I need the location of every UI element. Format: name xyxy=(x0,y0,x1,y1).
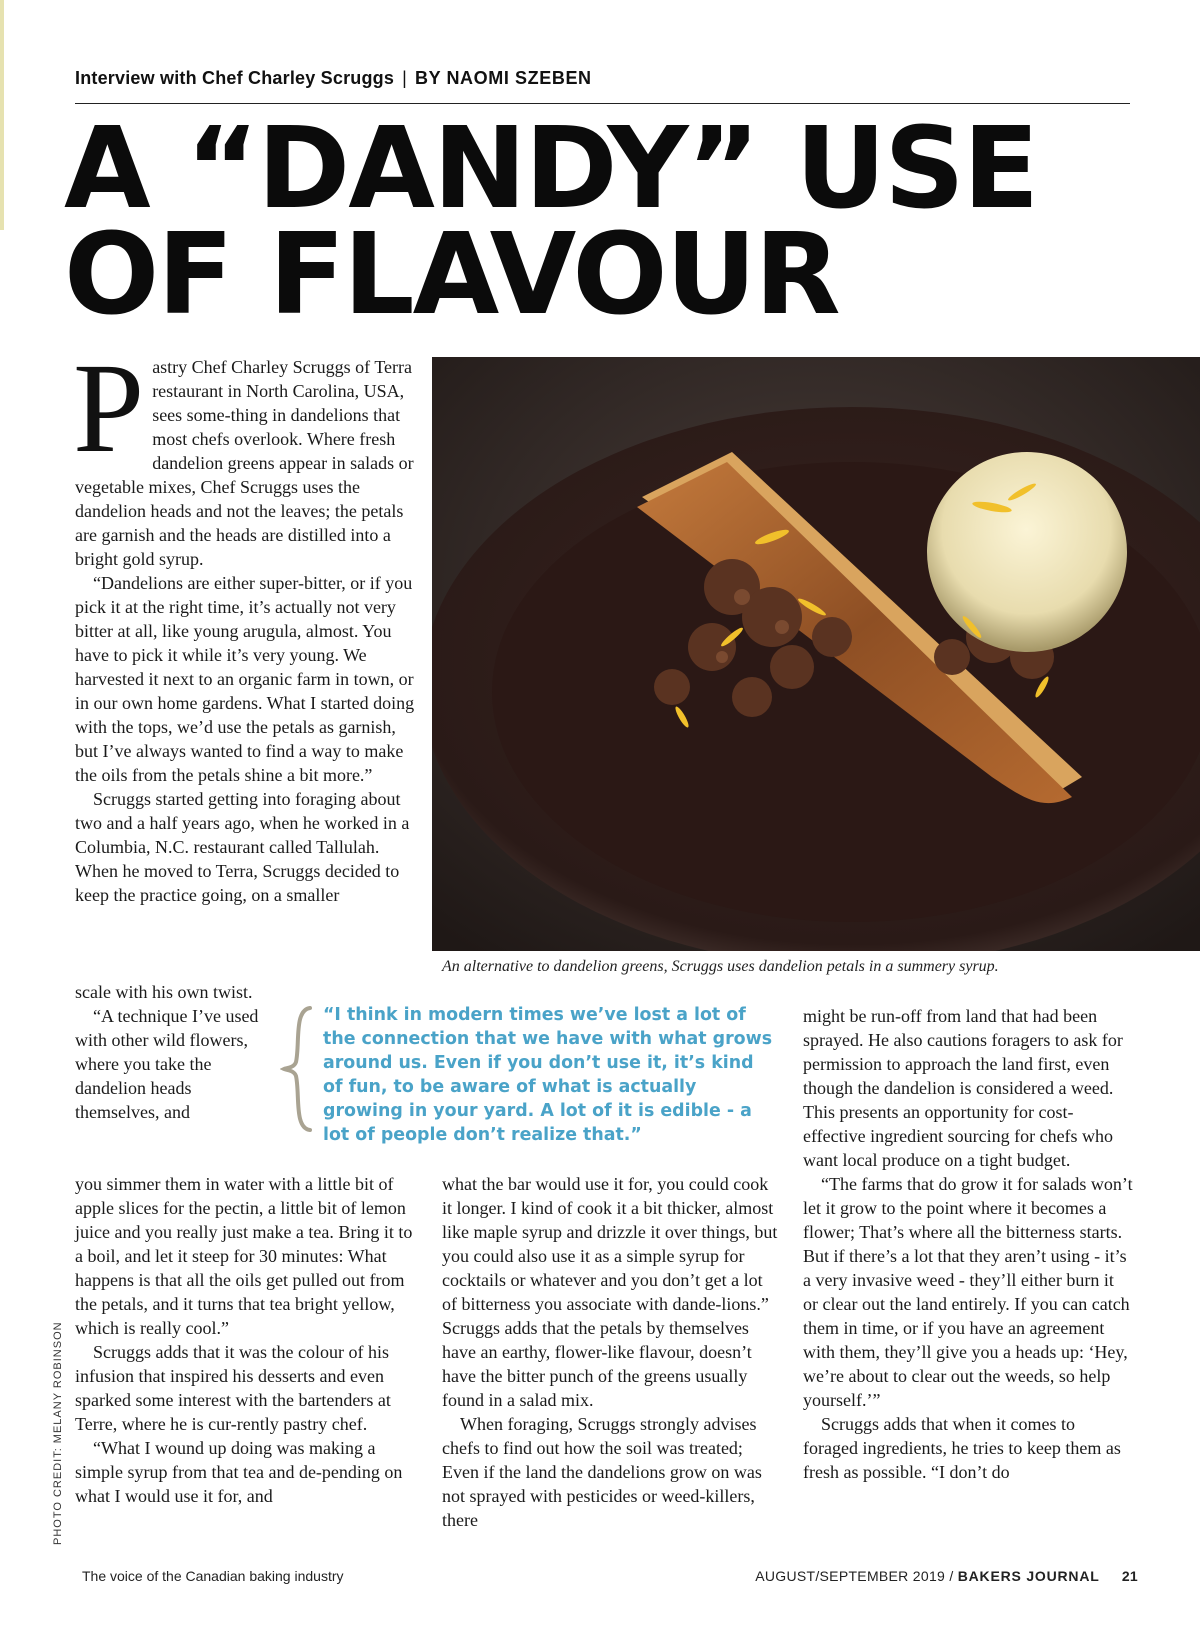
kicker-separator: | xyxy=(402,68,407,88)
pull-quote: “I think in modern times we’ve lost a lot of the connection that we have with what grows around us. Even if you don’t use it, it’s kind of fun, to be aware of what is actually growing in your yard. A lot of it is edible - a lot of people don’t realize that.” xyxy=(323,1005,773,1145)
paragraph: might be run-off from land that had been sprayed. He also cautions foragers to ask for permission to approach the land first, even though the dandelion is considered a weed. This presents an opportunity for cost-effective ingredient sourcing for chefs who want local produce on a tight budget. xyxy=(803,1006,1123,1170)
photo-caption: An alternative to dandelion greens, Scruggs uses dandelion petals in a summery syrup. xyxy=(442,958,999,975)
kicker-title: Interview with Chef Charley Scruggs xyxy=(75,68,395,88)
headline xyxy=(64,104,1038,340)
footer-publication: BAKERS JOURNAL xyxy=(957,1568,1100,1584)
column-2 xyxy=(442,1172,778,1532)
article-kicker xyxy=(75,68,592,89)
paragraph: astry Chef Charley Scruggs of Terra restaurant in North Carolina, USA, sees some-thing in dandelions that most chefs overlook. Where fresh dandelion greens appear in salads or vegetable mixes, Chef Scruggs uses the dandelion heads and not the leaves; the petals are garnish and the heads are distilled into a bright gold syrup. xyxy=(75,357,414,569)
headline-line-1: A “DANDY” USE xyxy=(64,104,1038,234)
footer-tagline: The voice of the Canadian baking industry xyxy=(82,1568,344,1584)
paragraph: you simmer them in water with a little bit of apple slices for the pectin, a little bit of lemon juice and you really just make a tea. Bring it to a boil, and let it steep for 30 minutes: What happens is that all the oils get pulled out from the petals, and it turns that tea bright yellow, which is really cool.” xyxy=(75,1174,413,1338)
paragraph: “Dandelions are either super-bitter, or if you pick it at the right time, it’s actually not very bitter at all, like young arugula, almost. You have to pick it while it’s very young. We harvested it next to an organic farm in town, or in our own home gardens. What I started doing with the tops, we’d use the petals as garnish, but I’ve always wanted to find a way to make the oils from the petals shine a bit more.” xyxy=(75,573,415,785)
byline: BY NAOMI SZEBEN xyxy=(414,68,592,88)
dessert-illustration xyxy=(432,357,1200,951)
footer-folio xyxy=(755,1568,1138,1584)
column-1-narrow xyxy=(75,980,265,1124)
page-number: 21 xyxy=(1121,1568,1138,1584)
photo-credit: PHOTO CREDIT: MELANY ROBINSON xyxy=(52,1321,64,1545)
paragraph: Scruggs started getting into foraging about two and a half years ago, when he worked in a Columbia, N.C. restaurant called Tallulah. When he moved to Terra, Scruggs decided to keep the practice going, on a smaller xyxy=(75,789,410,905)
column-3 xyxy=(803,1004,1133,1484)
headline-line-2: OF FLAVOUR xyxy=(64,210,839,340)
footer-issue: AUGUST/SEPTEMBER 2019 / xyxy=(755,1568,954,1584)
brace-icon xyxy=(280,1004,320,1134)
paragraph: “What I wound up doing was making a simple syrup from that tea and de-pending on what I would use it for, and xyxy=(75,1438,403,1506)
paragraph: Scruggs adds that when it comes to foraged ingredients, he tries to keep them as fresh as possible. “I don’t do xyxy=(803,1414,1121,1482)
paragraph: what the bar would use it for, you could cook it longer. I kind of cook it a bit thicker, almost like maple syrup and drizzle it over things, but you could also use it as a simple syrup for cocktails or whatever and you don’t get a lot of bitterness you associate with dande-lions.” Scruggs adds that the petals by themselves have an earthy, flower-like flavour, doesn’t have the bitter punch of the greens usually found in a salad mix. xyxy=(442,1174,778,1410)
paragraph: When foraging, Scruggs strongly advises chefs to find out how the soil was treated; Even if the land the dandelions grow on was not sprayed with pesticides or weed-killers, there xyxy=(442,1414,762,1530)
paragraph: Scruggs adds that it was the colour of his infusion that inspired his desserts and even sparked some interest with the bartenders at Terre, where he is cur-rently pastry chef. xyxy=(75,1342,391,1434)
paragraph: “The farms that do grow it for salads won’t let it grow to the point where it becomes a flower; That’s where all the bitterness starts. But if there’s a lot that they aren’t using - it’s a very invasive weed - they’ll either burn it or clear out the land entirely. If you can catch them in time, or if you have an agreement with them, they’ll give you a heads up: ‘Hey, we’re about to clear out the weeds, so help yourself.’” xyxy=(803,1174,1133,1410)
paragraph: scale with his own twist. xyxy=(75,982,253,1002)
dessert-photo xyxy=(432,357,1200,951)
column-1-top xyxy=(73,337,420,907)
drop-cap: P xyxy=(73,337,145,479)
column-1-bottom xyxy=(75,1172,420,1508)
page-edge-strip xyxy=(0,0,4,230)
paragraph: “A technique I’ve used with other wild flowers, where you take the dandelion heads themselves, and xyxy=(75,1006,259,1122)
